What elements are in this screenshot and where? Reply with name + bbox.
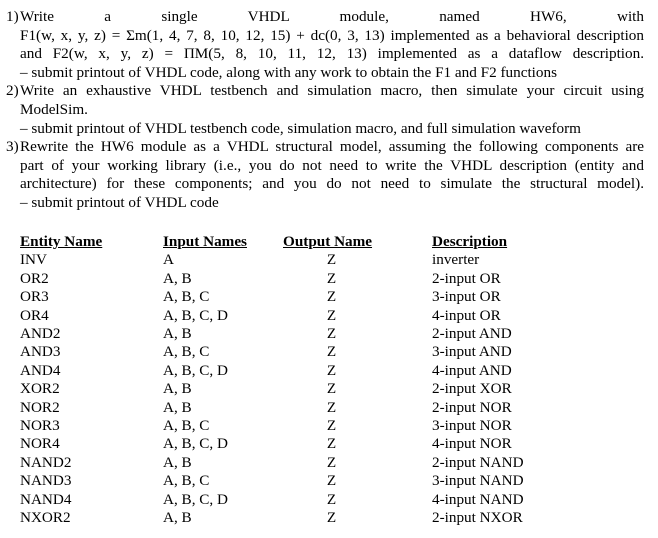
cell-input-names: A, B, C, D (163, 361, 228, 379)
header-description: Description (432, 233, 508, 250)
cell-input-names: A, B (163, 509, 192, 527)
cell-output-name: Z (326, 417, 337, 435)
cell-description: 4-input NAND (432, 490, 524, 508)
cell-input-names: A, B, C (163, 288, 210, 306)
table-row (20, 491, 542, 509)
cell-output-name: Z (326, 380, 337, 398)
table-row (20, 509, 542, 527)
question-line: Rewrite the HW6 module as a VHDL structural model, assuming the following components are (20, 138, 644, 156)
cell-input-names: A, B, C (163, 472, 210, 490)
cell-description: 2-input XOR (432, 380, 512, 398)
cell-input-names: A, B, C, D (163, 490, 228, 508)
cell-output-name: Z (326, 306, 337, 324)
cell-entity-name: OR4 (20, 306, 49, 324)
table-row (20, 288, 542, 306)
table-row (20, 435, 542, 453)
table-row (20, 399, 542, 417)
question-1 (6, 8, 644, 82)
question-line: architecture) for these components; and you do not need to simulate the structural model). (20, 175, 644, 193)
cell-description: 2-input OR (432, 269, 501, 287)
cell-entity-name: NOR3 (20, 417, 60, 435)
cell-output-name: Z (326, 435, 337, 453)
cell-input-names: A (163, 251, 174, 269)
cell-output-name: Z (326, 398, 337, 416)
cell-entity-name: XOR2 (20, 380, 60, 398)
cell-description: 2-input NXOR (432, 509, 523, 527)
cell-output-name: Z (326, 509, 337, 527)
cell-output-name: Z (326, 343, 337, 361)
cell-entity-name: NXOR2 (20, 509, 71, 527)
header-output-name: Output Name (283, 233, 373, 250)
table-row (20, 270, 542, 288)
cell-input-names: A, B, C (163, 343, 210, 361)
cell-input-names: A, B (163, 380, 192, 398)
table-header-row (20, 233, 542, 251)
header-entity-name: Entity Name (20, 233, 103, 250)
cell-description: 2-input NOR (432, 398, 512, 416)
cell-description: 4-input NOR (432, 435, 512, 453)
table-row (20, 251, 542, 269)
cell-input-names: A, B (163, 453, 192, 471)
table-row (20, 362, 542, 380)
table-row (20, 454, 542, 472)
cell-entity-name: NAND4 (20, 490, 72, 508)
cell-output-name: Z (326, 361, 337, 379)
cell-output-name: Z (326, 453, 337, 471)
cell-input-names: A, B (163, 325, 192, 343)
question-3 (6, 138, 644, 212)
submission-note: – submit printout of VHDL code, along with any work to obtain the F1 and F2 functions (20, 63, 557, 81)
cell-entity-name: NAND3 (20, 472, 72, 490)
question-line: and F2(w, x, y, z) = ΠM(5, 8, 10, 11, 12, 13) implemented as a dataflow description. (20, 45, 644, 63)
cell-output-name: Z (326, 269, 337, 287)
cell-entity-name: NOR2 (20, 398, 60, 416)
cell-entity-name: AND4 (20, 361, 61, 379)
question-line: F1(w, x, y, z) = Σm(1, 4, 7, 8, 10, 12, 15) + dc(0, 3, 13) implemented as a behavioral description (20, 26, 644, 44)
submission-note: – submit printout of VHDL testbench code, simulation macro, and full simulation waveform (20, 119, 581, 137)
table-body (20, 251, 542, 527)
table-row (20, 343, 542, 361)
cell-description: 3-input NOR (432, 417, 512, 435)
question-line: part of your working library (i.e., you do not need to write the VHDL description (entity and (20, 156, 644, 174)
header-input-names: Input Names (163, 233, 247, 250)
question-line: ModelSim. (20, 100, 88, 118)
cell-output-name: Z (326, 490, 337, 508)
question-line: Write an exhaustive VHDL testbench and simulation macro, then simulate your circuit using (20, 82, 644, 100)
cell-entity-name: NAND2 (20, 453, 72, 471)
cell-description: 2-input AND (432, 325, 512, 343)
cell-description: 4-input AND (432, 361, 512, 379)
cell-input-names: A, B (163, 398, 192, 416)
table-row (20, 380, 542, 398)
question-number: 1) (6, 8, 19, 25)
cell-entity-name: AND3 (20, 343, 61, 361)
cell-entity-name: OR2 (20, 269, 49, 287)
cell-entity-name: NOR4 (20, 435, 60, 453)
question-2 (6, 82, 644, 138)
cell-entity-name: OR3 (20, 288, 49, 306)
cell-output-name: Z (326, 288, 337, 306)
table-row (20, 307, 542, 325)
cell-input-names: A, B, C (163, 417, 210, 435)
cell-description: 3-input NAND (432, 472, 524, 490)
cell-description: 3-input AND (432, 343, 512, 361)
cell-description: 3-input OR (432, 288, 501, 306)
cell-input-names: A, B, C, D (163, 435, 228, 453)
table-row (20, 472, 542, 490)
cell-entity-name: INV (20, 251, 47, 269)
cell-output-name: Z (326, 251, 337, 269)
question-number: 3) (6, 138, 19, 156)
question-number: 2) (6, 82, 19, 100)
cell-output-name: Z (326, 472, 337, 490)
cell-description: 2-input NAND (432, 453, 524, 471)
submission-note: – submit printout of VHDL code (20, 193, 219, 211)
question-line: Write a single VHDL module, named HW6, with (20, 8, 644, 25)
table-row (20, 417, 542, 435)
cell-input-names: A, B, C, D (163, 306, 228, 324)
cell-entity-name: AND2 (20, 325, 61, 343)
table-row (20, 325, 542, 343)
component-table (20, 233, 542, 528)
cell-description: inverter (432, 251, 480, 269)
cell-description: 4-input OR (432, 306, 501, 324)
cell-output-name: Z (326, 325, 337, 343)
cell-input-names: A, B (163, 269, 192, 287)
